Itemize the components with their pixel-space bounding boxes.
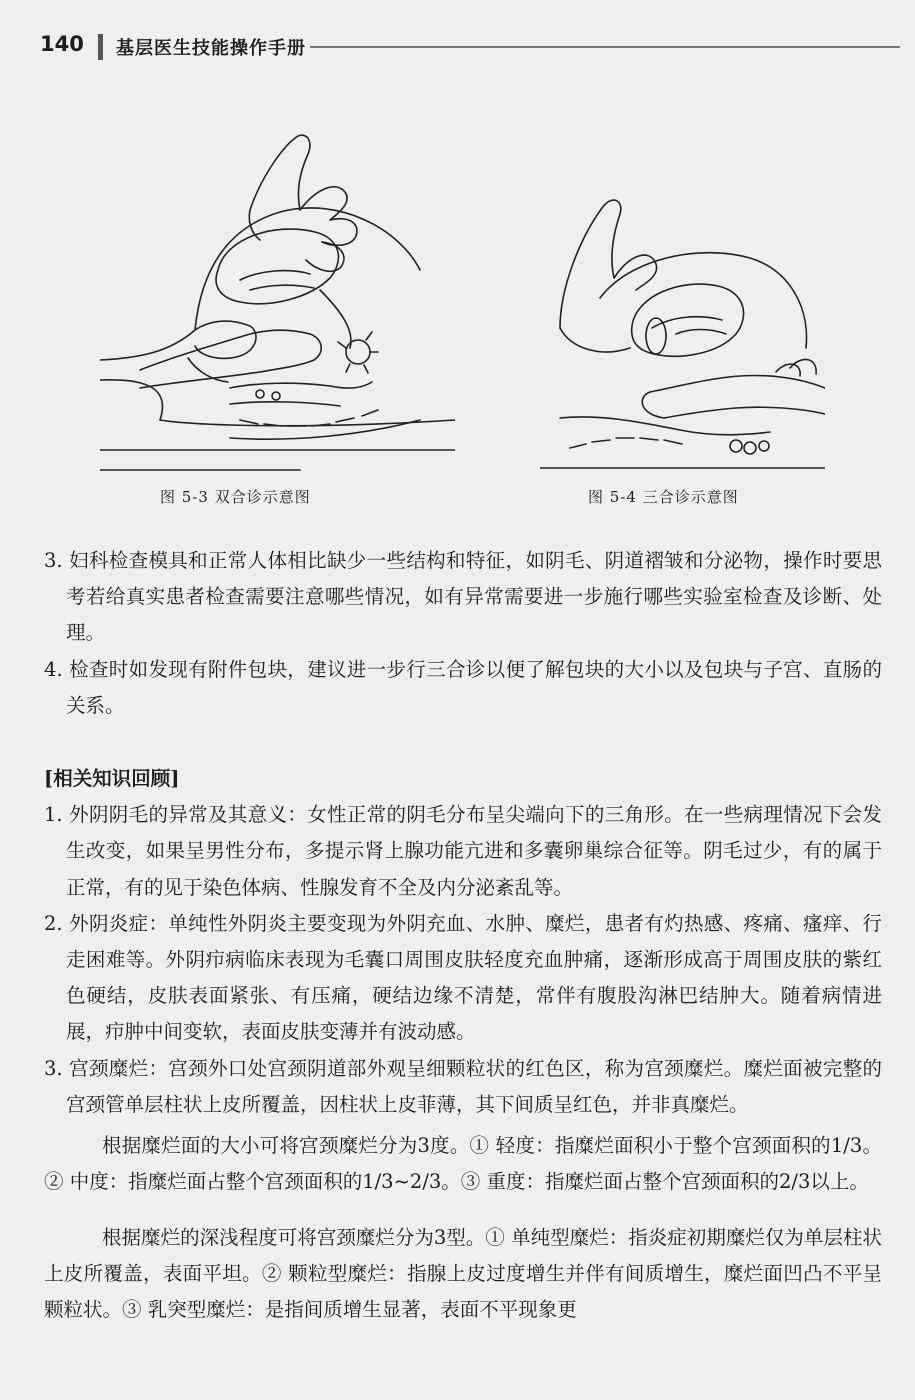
rectovaginal-exam-illustration xyxy=(540,178,825,480)
section-heading: [相关知识回顾] xyxy=(44,767,180,791)
note-item: 3. 妇科检查模具和正常人体相比缺少一些结构和特征，如阴毛、阴道褶皱和分泌物，操作时要思考若给真实患者检查需要注意哪些情况，如有异常需要进一步施行哪些实验室检查及诊断、处理。 xyxy=(44,549,882,645)
knowledge-item: 1. 外阴阴毛的异常及其意义：女性正常的阴毛分布呈尖端向下的三角形。在一些病理情况下会发生改变，如果呈男性分布，多提示肾上腺功能亢进和多囊卵巢综合征等。阴毛过少，有的属于正常，有的见于染色体病、性腺发育不全及内分泌紊乱等。 xyxy=(44,803,882,899)
figure-5-4-caption: 图 5-4 三合诊示意图 xyxy=(588,488,739,506)
figure-5-4 xyxy=(540,178,825,480)
bimanual-exam-illustration xyxy=(100,120,455,480)
paragraph: 根据糜烂的深浅程度可将宫颈糜烂分为3型。① 单纯型糜烂：指炎症初期糜烂仅为单层柱状上皮所覆盖，表面平坦。② 颗粒型糜烂：指腺上皮过度增生并伴有间质增生，糜烂面凹凸不平呈颗粒状。③ 乳突型糜烂：是指间质增生显著，表面不平现象更 xyxy=(44,1225,882,1322)
book-title: 基层医生技能操作手册 xyxy=(116,38,306,59)
figure-5-3 xyxy=(100,120,455,480)
header-divider xyxy=(98,34,103,60)
knowledge-item: 3. 宫颈糜烂：宫颈外口处宫颈阴道部外观呈细颗粒状的红色区，称为宫颈糜烂。糜烂面被完整的宫颈管单层柱状上皮所覆盖，因柱状上皮菲薄，其下间质呈红色，并非真糜烂。 xyxy=(44,1056,882,1116)
paragraph: 根据糜烂面的大小可将宫颈糜烂分为3度。① 轻度：指糜烂面积小于整个宫颈面积的1/3。② 中度：指糜烂面占整个宫颈面积的1/3~2/3。③ 重度：指糜烂面占整个宫颈面积的2/3以上。 xyxy=(44,1134,882,1194)
figure-5-3-caption: 图 5-3 双合诊示意图 xyxy=(160,488,311,506)
running-header xyxy=(40,26,900,66)
header-rule xyxy=(310,46,900,48)
note-item: 4. 检查时如发现有附件包块，建议进一步行三合诊以便了解包块的大小以及包块与子宫、直肠的关系。 xyxy=(44,657,882,717)
body-text xyxy=(44,543,882,1348)
knowledge-item: 2. 外阴炎症：单纯性外阴炎主要变现为外阴充血、水肿、糜烂，患者有灼热感、疼痛、瘙痒、行走困难等。外阴疖病临床表现为毛囊口周围皮肤轻度充血肿痛，逐渐形成高于周围皮肤的紫红色硬结，皮肤表面紧张、有压痛，硬结边缘不清楚，常伴有腹股沟淋巴结肿大。随着病情进展，疖肿中间变软，表面皮肤变薄并有波动感。 xyxy=(44,911,882,1044)
page-number: 140 xyxy=(40,32,84,56)
